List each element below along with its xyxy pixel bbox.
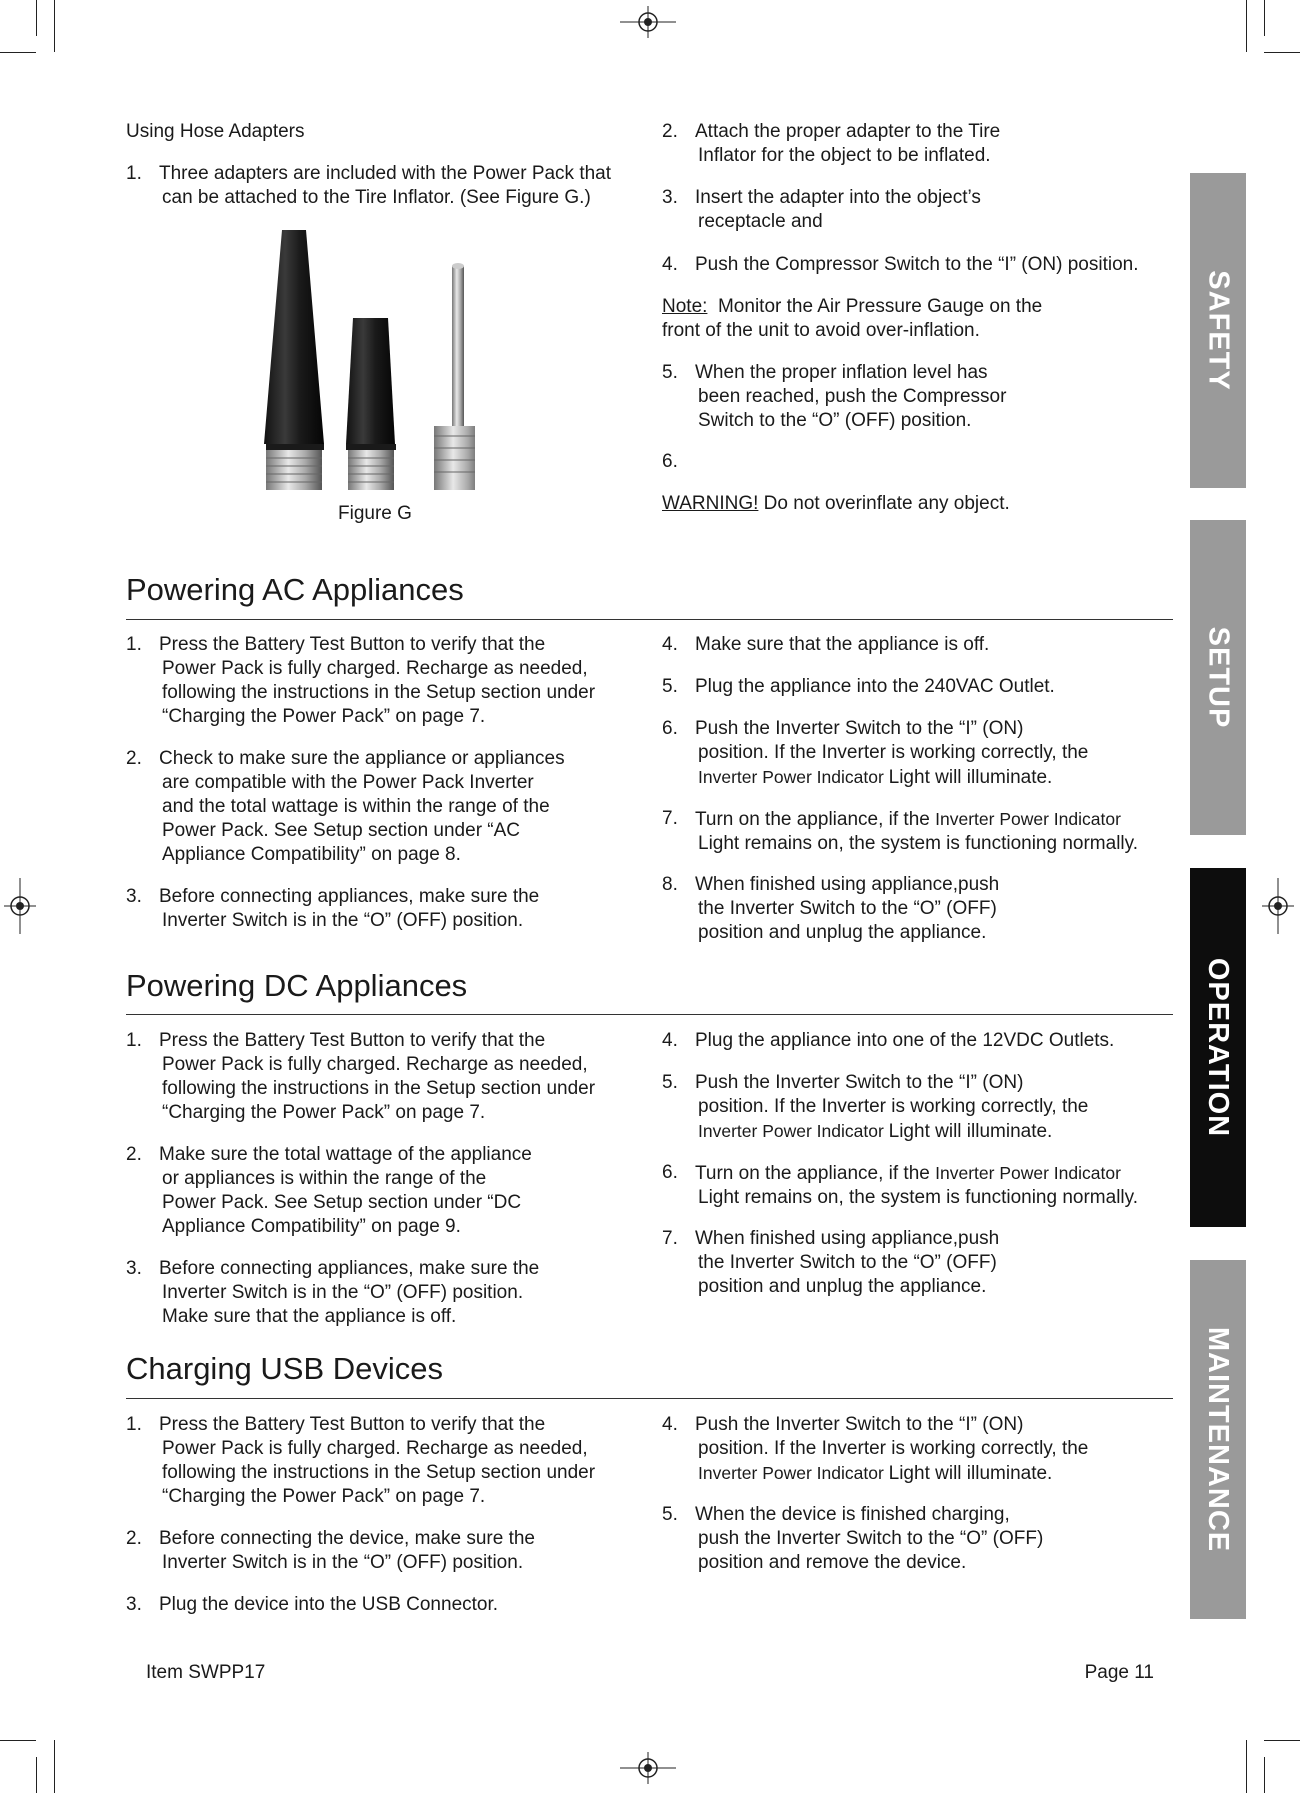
large-cone-adapter — [264, 230, 324, 444]
tab-safety[interactable]: SAFETY — [1190, 173, 1246, 488]
section-title-dc: Powering DC Appliances — [126, 968, 468, 1003]
registration-mark-icon — [4, 878, 36, 934]
subsection-heading: Using Hose Adapters — [126, 121, 305, 142]
tab-operation[interactable]: OPERATION — [1190, 868, 1246, 1227]
thread-icon — [266, 450, 322, 490]
registration-mark-icon — [620, 6, 676, 38]
registration-mark-icon — [620, 1752, 676, 1784]
section-title-ac: Powering AC Appliances — [126, 572, 464, 607]
footer-item-number: Item SWPP17 — [146, 1662, 266, 1683]
registration-mark-icon — [1262, 878, 1294, 934]
tab-maintenance[interactable]: MAINTENANCE — [1190, 1260, 1246, 1619]
inflation-needle-adapter — [452, 266, 464, 426]
section-divider — [126, 619, 1173, 620]
section-title-usb: Charging USB Devices — [126, 1351, 444, 1386]
warning: WARNING! Do not overinflate any object. — [662, 493, 1010, 514]
section-divider — [126, 1398, 1173, 1399]
medium-cone-adapter — [346, 318, 395, 444]
hose-adapters-figure — [250, 226, 475, 496]
note: Note: Monitor the Air Pressure Gauge on the front of the unit to avoid over-inflation. — [662, 296, 1043, 341]
footer-page-number: Page 11 — [1084, 1662, 1154, 1683]
tab-setup[interactable]: SETUP — [1190, 520, 1246, 835]
warning-label: WARNING! — [662, 493, 759, 514]
note-label: Note: — [662, 296, 708, 317]
section-divider — [126, 1014, 1173, 1015]
figure-caption: Figure G — [338, 503, 412, 524]
thread-icon — [348, 450, 394, 490]
